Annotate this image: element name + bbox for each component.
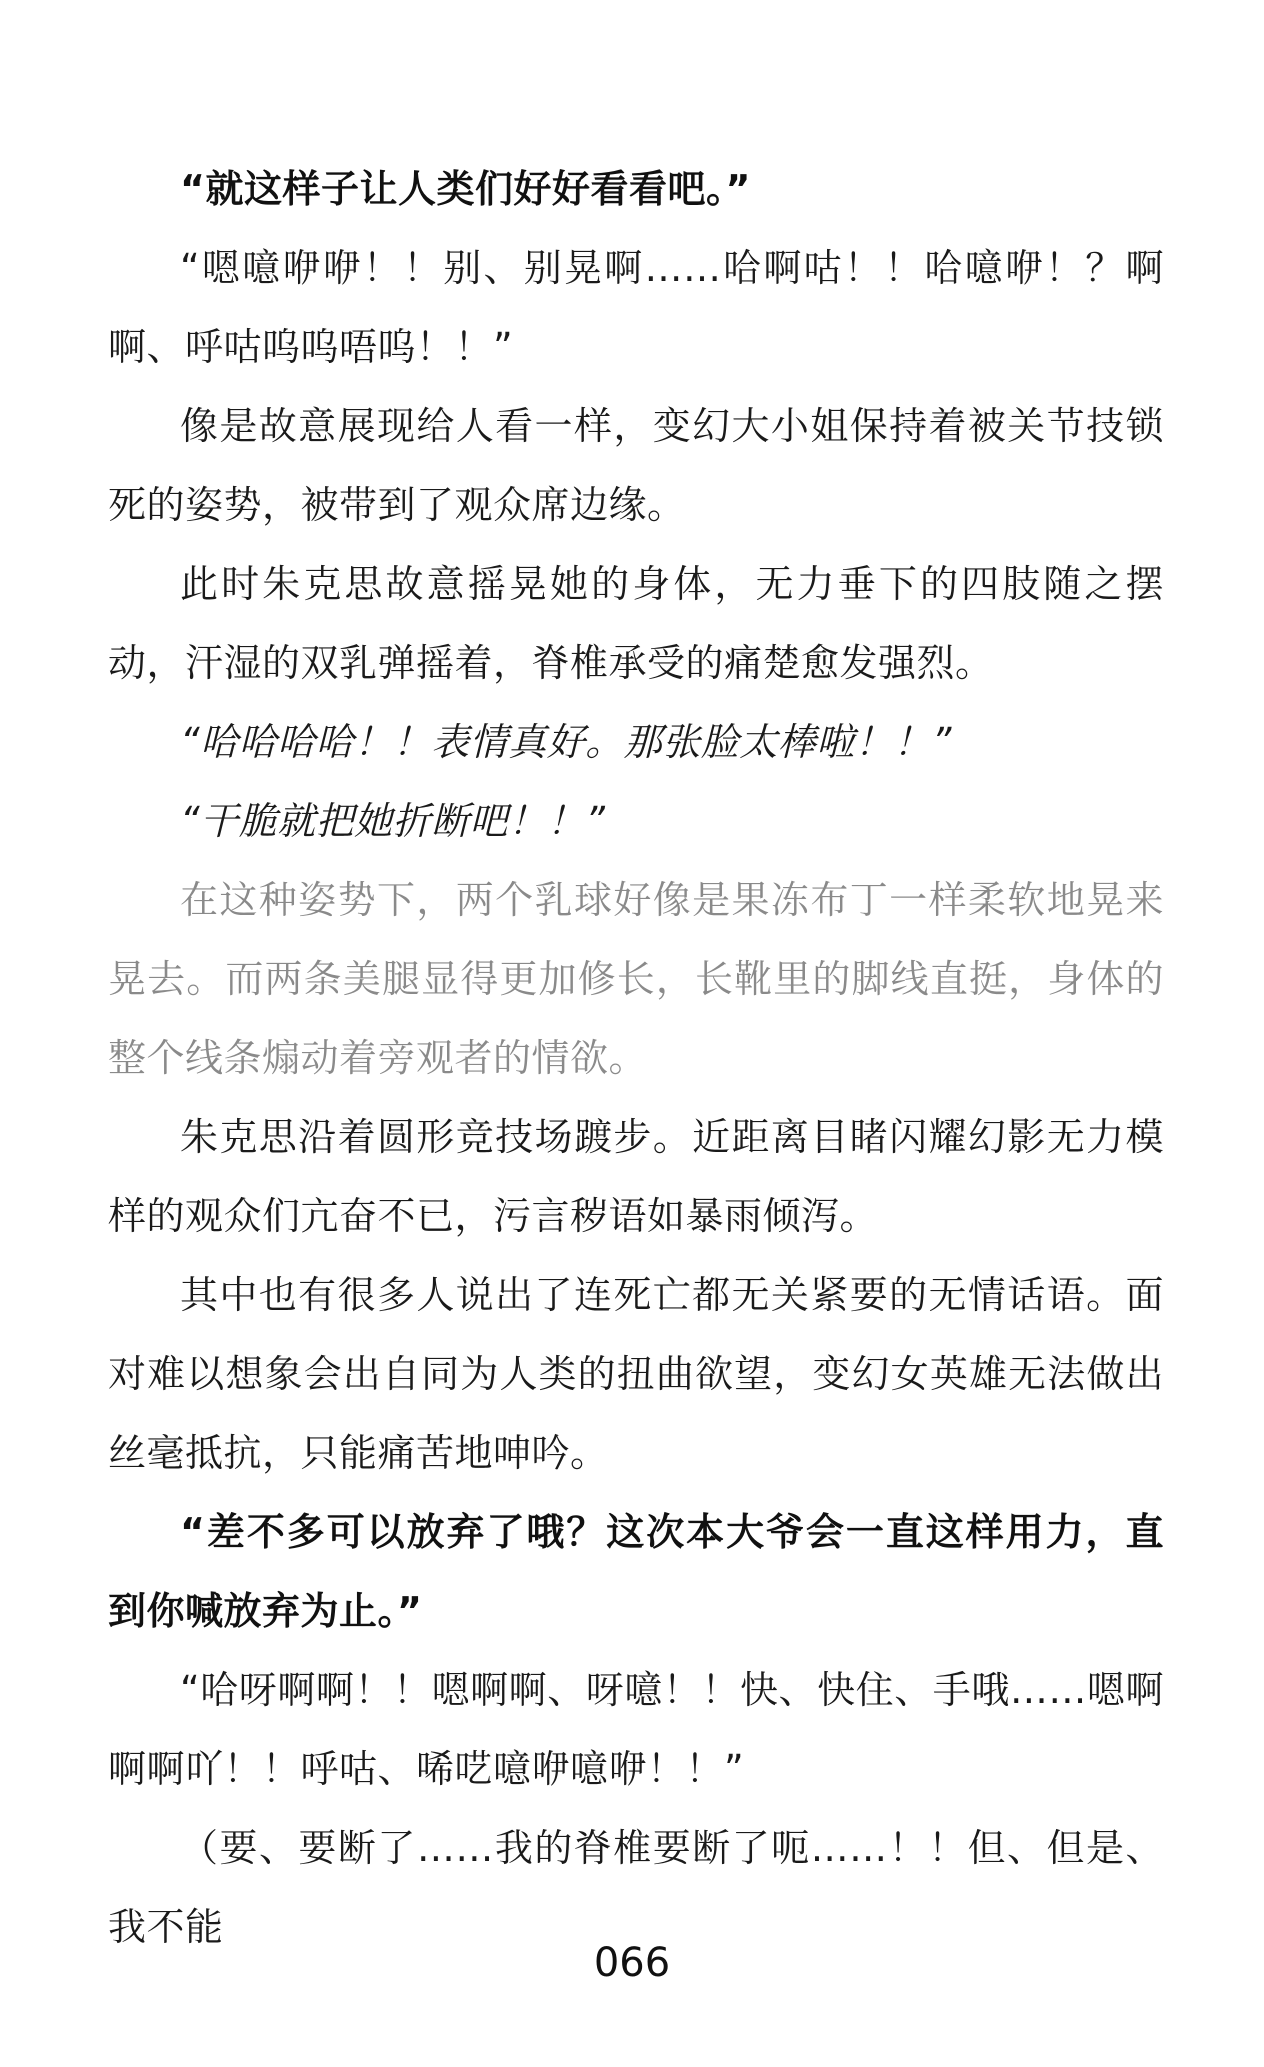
paragraph-5: “哈哈哈哈！！表情真好。那张脸太棒啦！！” xyxy=(180,720,952,764)
text-body xyxy=(108,150,1164,1967)
paragraph-7: 在这种姿势下，两个乳球好像是果冻布丁一样柔软地晃来晃去。而两条美腿显得更加修长，长靴里的脚线直挺，身体的整个线条煽动着旁观者的情欲。 xyxy=(108,878,1164,1080)
paragraph-12: （要、要断了……我的脊椎要断了呃……！！但、但是、我不能 xyxy=(108,1826,1164,1949)
paragraph-8: 朱克思沿着圆形竞技场踱步。近距离目睹闪耀幻影无力模样的观众们亢奋不已，污言秽语如暴雨倾泻。 xyxy=(108,1115,1164,1238)
paragraph-4: 此时朱克思故意摇晃她的身体，无力垂下的四肢随之摆动，汗湿的双乳弹摇着，脊椎承受的痛楚愈发强烈。 xyxy=(108,562,1164,685)
paragraph-10: “差不多可以放弃了哦？这次本大爷会一直这样用力，直到你喊放弃为止。” xyxy=(108,1510,1164,1633)
paragraph-3: 像是故意展现给人看一样，变幻大小姐保持着被关节技锁死的姿势，被带到了观众席边缘。 xyxy=(108,404,1164,527)
paragraph-9: 其中也有很多人说出了连死亡都无关紧要的无情话语。面对难以想象会出自同为人类的扭曲欲望，变幻女英雄无法做出丝毫抵抗，只能痛苦地呻吟。 xyxy=(108,1273,1164,1475)
paragraph-2: “嗯噫咿咿！！别、别晃啊……哈啊咕！！哈噫咿！？啊啊、呼咕呜呜唔呜！！” xyxy=(108,246,1164,369)
paragraph-6: “干脆就把她折断吧！！” xyxy=(180,799,606,843)
paragraph-1: “就这样子让人类们好好看看吧。” xyxy=(180,167,751,211)
paragraph-11: “哈呀啊啊！！嗯啊啊、呀噫！！快、快住、手哦……嗯啊啊啊吖！！呼咕、唏呓噫咿噫咿！！” xyxy=(108,1668,1164,1791)
page-number: 066 xyxy=(593,1940,671,1986)
